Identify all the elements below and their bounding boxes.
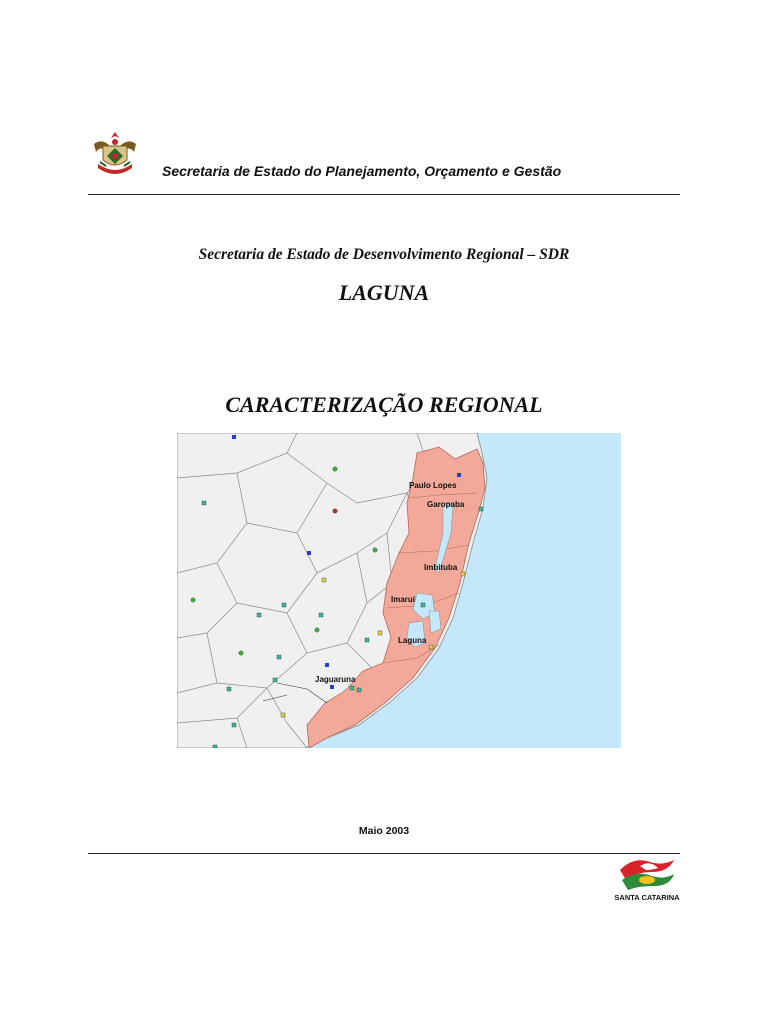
label-imarui: Imaruí [391,595,416,604]
label-laguna: Laguna [398,636,427,645]
label-imbituba: Imbituba [424,563,458,572]
santa-catarina-logo [614,856,680,902]
publication-date: Maio 2003 [358,825,410,837]
label-garopaba: Garopaba [427,500,465,509]
bottom-divider [88,853,680,854]
subtitle: Secretaria de Estado de Desenvolvimento Regional – SDR [198,246,570,263]
svg-text:SANTA CATARINA: SANTA CATARINA [614,893,680,902]
top-divider [88,194,680,195]
label-jaguaruna: Jaguaruna [315,675,356,684]
label-paulo-lopes: Paulo Lopes [409,481,457,490]
document-title: CARACTERIZAÇÃO REGIONAL [225,392,543,417]
state-crest-logo [88,126,142,181]
region-name: LAGUNA [338,280,430,305]
header-organization: Secretaria de Estado do Planejamento, Orçamento e Gestão [162,163,562,179]
regional-map [177,433,621,748]
